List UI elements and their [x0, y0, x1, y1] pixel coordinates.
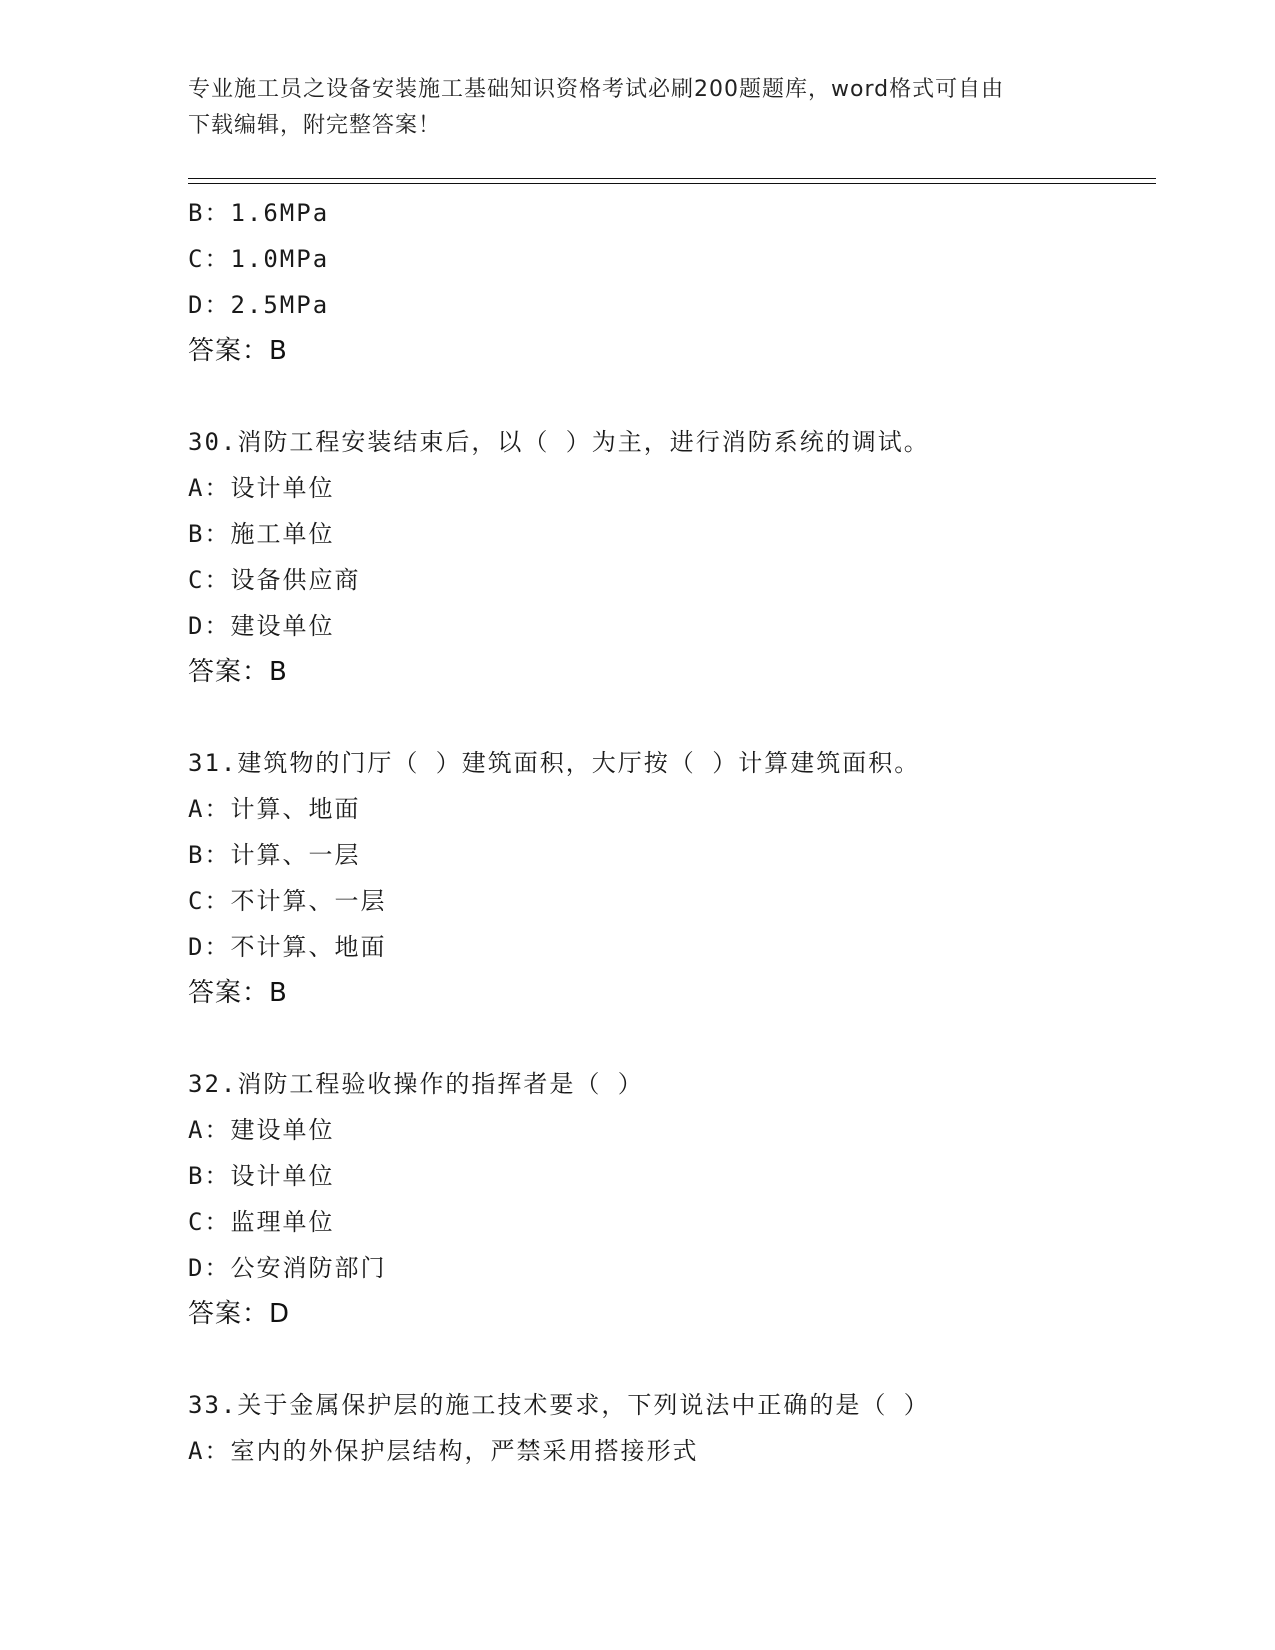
option-a: A：设计单位: [188, 474, 335, 502]
answer-line: 答案：D: [188, 1299, 291, 1329]
option-c: C：监理单位: [188, 1208, 335, 1236]
option-b: B：设计单位: [188, 1162, 335, 1190]
document-header: [188, 72, 1068, 144]
header-rule-bottom: [188, 183, 1156, 184]
option-a: A：建设单位: [188, 1116, 335, 1144]
question-block-33: [188, 1382, 1156, 1474]
option-c: C：不计算、一层: [188, 887, 387, 915]
option-a: A：计算、地面: [188, 795, 361, 823]
question-text: 31.建筑物的门厅（ ）建筑面积，大厅按（ ）计算建筑面积。: [188, 749, 921, 777]
answer-line: 答案：B: [188, 657, 288, 687]
option-b: B：1.6MPa: [188, 199, 330, 227]
question-block-31: [188, 740, 1156, 1016]
option-d: D：公安消防部门: [188, 1254, 387, 1282]
question-text: 33.关于金属保护层的施工技术要求，下列说法中正确的是（ ）: [188, 1391, 930, 1419]
header-rule-top: [188, 178, 1156, 179]
answer-line: 答案：B: [188, 336, 288, 366]
block-spacer: [188, 695, 1156, 740]
answer-line: 答案：B: [188, 978, 288, 1008]
question-block-30: [188, 419, 1156, 695]
option-c: C：设备供应商: [188, 566, 361, 594]
question-text: 30.消防工程安装结束后，以（ ）为主，进行消防系统的调试。: [188, 428, 930, 456]
question-list: [188, 190, 1156, 1474]
option-d: D：不计算、地面: [188, 933, 387, 961]
block-spacer: [188, 1016, 1156, 1061]
option-c: C：1.0MPa: [188, 245, 330, 273]
header-title-line-1: 专业施工员之设备安装施工基础知识资格考试必刷200题题库，word格式可自由: [188, 77, 1005, 102]
option-a: A：室内的外保护层结构，严禁采用搭接形式: [188, 1437, 699, 1465]
option-b: B：施工单位: [188, 520, 335, 548]
block-spacer: [188, 374, 1156, 419]
option-d: D：建设单位: [188, 612, 335, 640]
header-title-line-2: 下载编辑，附完整答案！: [188, 113, 442, 138]
option-b: B：计算、一层: [188, 841, 361, 869]
question-text: 32.消防工程验收操作的指挥者是（ ）: [188, 1070, 644, 1098]
block-spacer: [188, 1337, 1156, 1382]
question-block-29: [188, 190, 1156, 374]
option-d: D：2.5MPa: [188, 291, 330, 319]
question-block-32: [188, 1061, 1156, 1337]
